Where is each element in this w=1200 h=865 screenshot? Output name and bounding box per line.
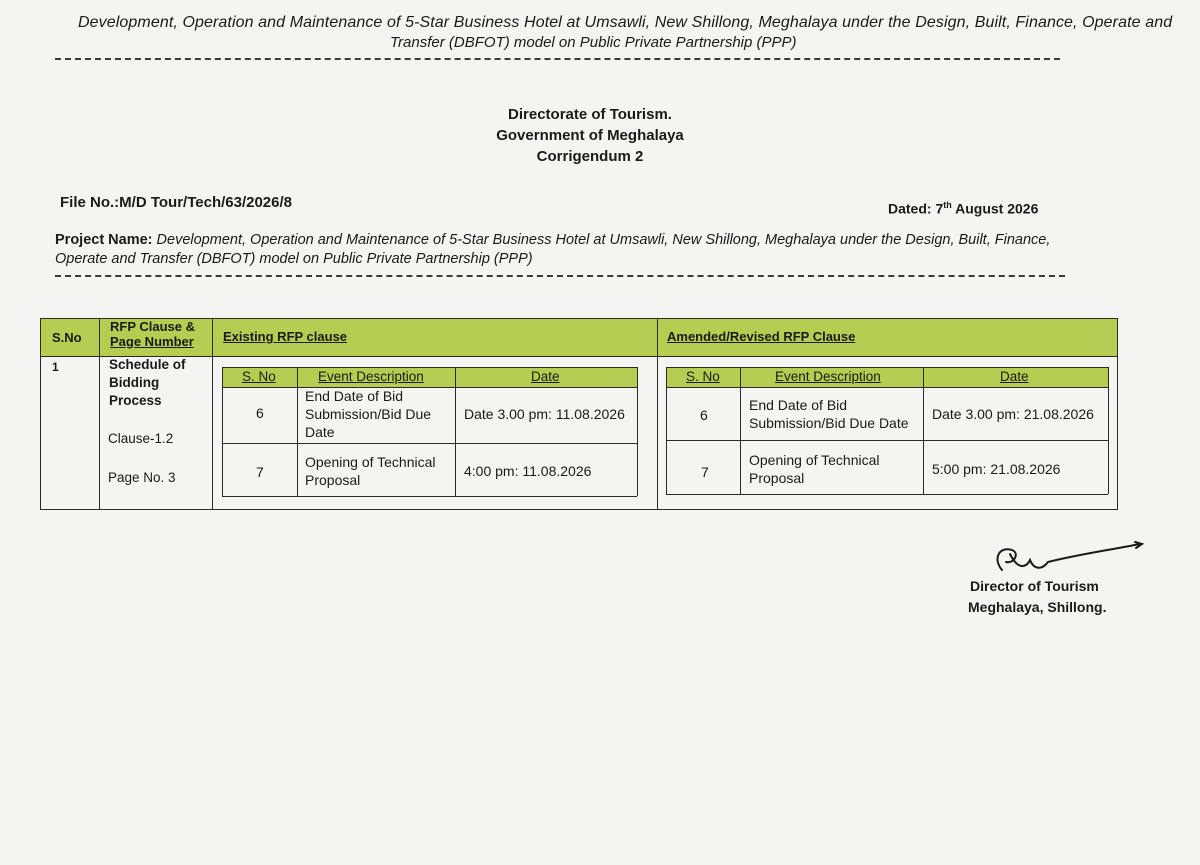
amended-row-7-sno: 7 [701, 464, 709, 480]
header-cut-line: Development, Operation and Maintenance of 5-Star Business Hotel at Umsawli, New Shillong, Meghalaya under the Design, Built, Finance, Operate and [78, 14, 1173, 31]
existing-row-6-event-1: End Date of Bid [305, 388, 404, 404]
signature-title: Director of Tourism [970, 578, 1099, 594]
dated-sup: th [943, 200, 952, 210]
existing-row-7-sno: 7 [256, 464, 264, 480]
existing-subheader-band [222, 367, 637, 387]
file-number: File No.:M/D Tour/Tech/63/2026/8 [60, 194, 293, 211]
dated-rest: August 2026 [951, 200, 1039, 217]
col-header-clause-1: RFP Clause & [110, 319, 196, 334]
col-header-clause-2: Page Number [110, 334, 194, 349]
col-header-amended: Amended/Revised RFP Clause [667, 329, 856, 344]
header-band [40, 318, 1118, 356]
existing-row-7-event [305, 453, 436, 489]
clause-line-2: Bidding [109, 375, 160, 390]
existing-sub-sno: S. No [242, 369, 276, 384]
project-divider [55, 275, 1065, 277]
signature-block [968, 576, 1106, 618]
row-sno: 1 [52, 360, 59, 374]
col-header-sno: S.No [52, 330, 82, 345]
existing-sub-date: Date [531, 369, 560, 384]
existing-row-6-date: Date 3.00 pm: 11.08.2026 [464, 406, 625, 422]
authority-directorate: Directorate of Tourism. [508, 106, 672, 123]
authority-government: Government of Meghalaya [496, 127, 684, 144]
dated [888, 200, 1038, 217]
amended-subheader-band [666, 367, 1108, 387]
col-header-existing: Existing RFP clause [223, 329, 348, 344]
amended-sub-event: Event Description [775, 369, 881, 384]
amended-row-6-event-1: End Date of Bid [749, 397, 848, 413]
top-divider [55, 58, 1060, 60]
amended-row-7-date: 5:00 pm: 21.08.2026 [932, 461, 1061, 477]
header-line-2: Transfer (DBFOT) model on Public Private Partnership (PPP) [390, 34, 797, 51]
corrigendum-title: Corrigendum 2 [536, 148, 644, 165]
col-header-clause [110, 319, 195, 349]
project-line-2: Operate and Transfer (DBFOT) model on Public Private Partnership (PPP) [55, 251, 533, 267]
amended-sub-date: Date [1000, 369, 1029, 384]
existing-row-6-event-3: Date [305, 424, 335, 440]
clause-line-3: Process [109, 393, 162, 408]
amended-row-6-event [749, 396, 909, 432]
existing-row-6-event [305, 387, 431, 441]
clause-number: Clause-1.2 [108, 431, 174, 446]
amended-row-6-event-2: Submission/Bid Due Date [749, 415, 909, 431]
amended-row-7-event-2: Proposal [749, 470, 805, 486]
existing-row-7-event-2: Proposal [305, 472, 361, 488]
amended-sub-sno: S. No [686, 369, 720, 384]
authority-block [400, 104, 780, 167]
existing-sub-event: Event Description [318, 369, 424, 384]
existing-row-6-sno: 6 [256, 405, 264, 421]
clause-cell [109, 356, 186, 410]
amended-row-7-event [749, 451, 880, 487]
signature-location: Meghalaya, Shillong. [968, 599, 1107, 615]
project-name [55, 231, 1135, 269]
clause-line-1: Schedule of [109, 357, 186, 372]
dated-label: Dated: 7 [888, 200, 944, 217]
amended-row-6-date: Date 3.00 pm: 21.08.2026 [932, 406, 1094, 422]
existing-row-6-event-2: Submission/Bid Due [305, 406, 432, 422]
amended-row-6-sno: 6 [700, 407, 708, 423]
signature-mark [990, 540, 1150, 580]
clause-page: Page No. 3 [108, 470, 176, 485]
existing-row-7-date: 4:00 pm: 11.08.2026 [464, 463, 592, 479]
amended-row-7-event-1: Opening of Technical [749, 452, 880, 468]
existing-row-7-event-1: Opening of Technical [305, 454, 436, 470]
project-label: Project Name: [55, 232, 153, 248]
project-line-1: Development, Operation and Maintenance of 5-Star Business Hotel at Umsawli, New Shillong, Meghalaya under the Design, Built, Finance, [156, 232, 1051, 248]
